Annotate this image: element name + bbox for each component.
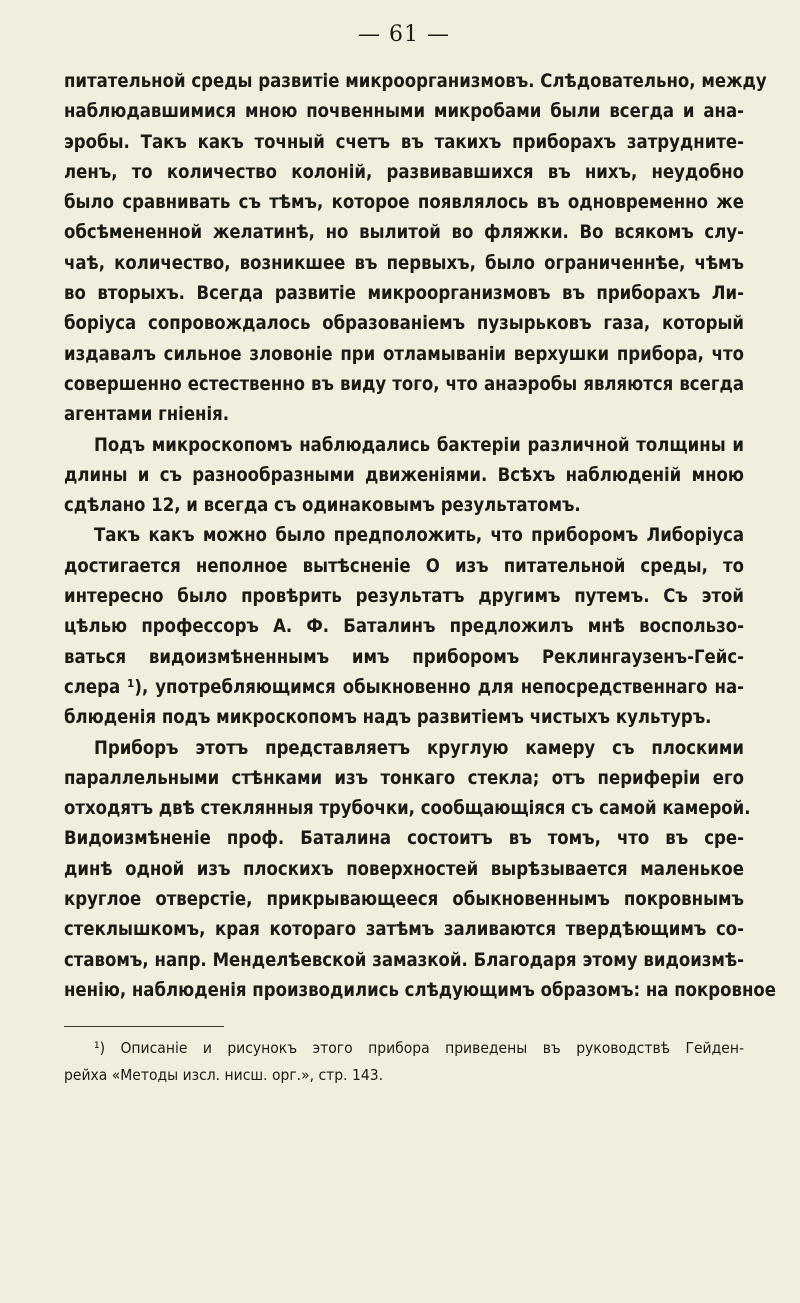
text-line: отходятъ двѣ стеклянныя трубочки, сообщающіяся съ самой камерой. bbox=[64, 798, 751, 820]
text-line: параллельными стѣнками изъ тонкаго стекла; отъ периферіи его bbox=[64, 767, 744, 789]
text-line: Приборъ этотъ представляетъ круглую камеру съ плоскими bbox=[94, 737, 744, 759]
text-line: стеклышкомъ, края котораго затѣмъ заливаются твердѣющимъ со- bbox=[64, 919, 744, 941]
text-line: совершенно естественно въ виду того, что анаэробы являются всегда bbox=[64, 373, 744, 395]
page-number: — 61 — bbox=[358, 22, 450, 47]
text-line: слера ¹), употребляющимся обыкновенно для непосредственнаго на- bbox=[64, 676, 744, 698]
text-line: интересно было провѣрить результатъ другимъ путемъ. Съ этой bbox=[64, 586, 744, 608]
text-line: круглое отверстіе, прикрывающееся обыкновеннымъ покровнымъ bbox=[64, 889, 744, 911]
text-line: ваться видоизмѣненнымъ имъ приборомъ Реклингаузенъ-Гейс- bbox=[64, 646, 744, 668]
footnote-line: рейха «Методы изсл. нисш. орг.», стр. 143. bbox=[64, 1066, 384, 1085]
text-line: Подъ микроскопомъ наблюдались бактеріи различной толщины и bbox=[94, 434, 744, 456]
footnote-line: ¹) Описаніе и рисунокъ этого прибора приведены въ руководствѣ Гейден- bbox=[94, 1039, 744, 1058]
text-line: боріуса сопровождалось образованіемъ пузырьковъ газа, который bbox=[64, 313, 744, 335]
text-line: агентами гніенія. bbox=[64, 404, 230, 426]
text-line: достигается неполное вытѣсненіе O изъ питательной среды, то bbox=[64, 555, 744, 577]
text-line: ненію, наблюденія производились слѣдующимъ образомъ: на покровное bbox=[64, 979, 776, 1001]
paragraph-1 bbox=[64, 67, 767, 431]
text-line: динѣ одной изъ плоскихъ поверхностей вырѣзывается маленькое bbox=[64, 858, 744, 880]
text-line: издавалъ сильное зловоніе при отламываніи верхушки прибора, что bbox=[64, 343, 744, 365]
text-line: во вторыхъ. Всегда развитіе микроорганизмовъ въ приборахъ Ли- bbox=[64, 283, 744, 305]
text-line: обсѣмененной желатинѣ, но вылитой во фляжки. Во всякомъ слу- bbox=[64, 222, 744, 244]
text-line: чаѣ, количество, возникшее въ первыхъ, было ограниченнѣе, чѣмъ bbox=[64, 252, 744, 274]
text-line: цѣлью профессоръ А. Ф. Баталинъ предложилъ мнѣ воспользо- bbox=[64, 616, 744, 638]
text-line: длины и съ разнообразными движеніями. Всѣхъ наблюденій мною bbox=[64, 464, 744, 486]
text-line: сдѣлано 12, и всегда съ одинаковымъ результатомъ. bbox=[64, 495, 581, 517]
text-line: ставомъ, напр. Менделѣевской замазкой. Благодаря этому видоизмѣ- bbox=[64, 949, 744, 971]
text-line: эробы. Такъ какъ точный счетъ въ такихъ приборахъ затрудните- bbox=[64, 131, 744, 153]
text-line: Видоизмѣненіе проф. Баталина состоитъ въ томъ, что въ сре- bbox=[64, 828, 744, 850]
text-line: было сравнивать съ тѣмъ, которое появлялось въ одновременно же bbox=[64, 192, 744, 214]
text-line: питательной среды развитіе микроорганизмовъ. Слѣдовательно, между bbox=[64, 71, 767, 92]
paragraph-3 bbox=[64, 521, 744, 733]
text-line: блюденія подъ микроскопомъ надъ развитіемъ чистыхъ культуръ. bbox=[64, 707, 712, 729]
footnote bbox=[64, 1035, 744, 1089]
text-line: Такъ какъ можно было предположить, что приборомъ Либоріуса bbox=[94, 525, 744, 547]
paragraph-2 bbox=[64, 431, 744, 522]
main-text bbox=[64, 67, 776, 1006]
footnote-divider bbox=[64, 1026, 224, 1027]
text-line: ленъ, то количество колоній, развивавшихся въ нихъ, неудобно bbox=[64, 161, 744, 183]
paragraph-4 bbox=[64, 734, 776, 1007]
text-line: наблюдавшимися мною почвенными микробами были всегда и ана- bbox=[64, 101, 744, 123]
